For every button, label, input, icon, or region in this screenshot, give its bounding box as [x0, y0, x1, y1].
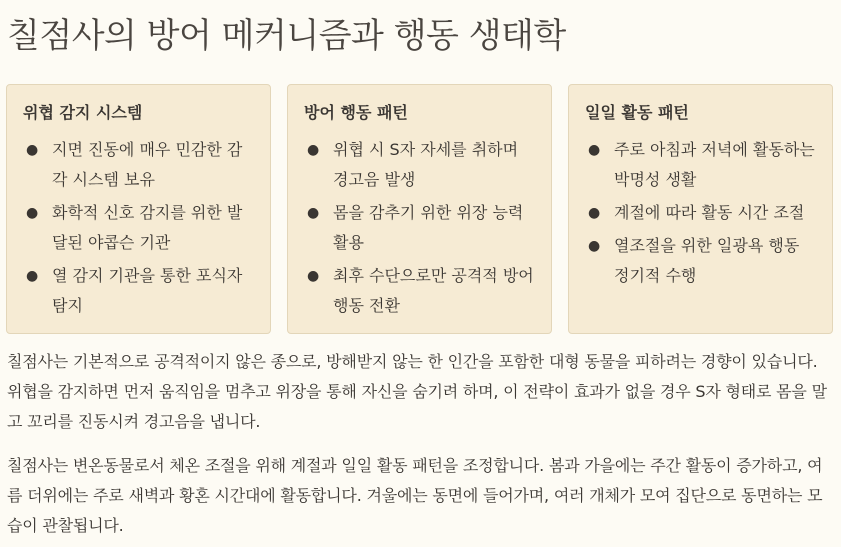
- list-item: [23, 135, 256, 195]
- list-item: [585, 135, 818, 195]
- card-list: [304, 135, 537, 321]
- card-daily-activity: [568, 84, 833, 334]
- bullet-icon: ●: [26, 205, 39, 221]
- info-cards: [6, 84, 834, 334]
- bullet-icon: ●: [588, 142, 601, 158]
- bullet-icon: ●: [307, 142, 320, 158]
- list-item-text: 몸을 감추기 위한 위장 능력 활용: [333, 203, 524, 252]
- body-paragraph-defense: 칠점사는 기본적으로 공격적이지 않은 종으로, 방해받지 않는 한 인간을 포함한 대형 동물을 피하려는 경향이 있습니다. 위협을 감지하면 먼저 움직임을 멈추고 위장을 통해 자신을 숨기려 하며, 이 전략이 효과가 없을 경우 S자 형태로 몸을 말고 꼬리를 진동시켜 경고음을 냅니다.: [7, 352, 827, 431]
- card-defense-behavior: [287, 84, 552, 334]
- list-item: [304, 261, 537, 321]
- card-threat-detection: [6, 84, 271, 334]
- card-title: 일일 활동 패턴: [585, 103, 689, 122]
- bullet-icon: ●: [588, 238, 601, 254]
- list-item-text: 계절에 따라 활동 시간 조절: [614, 203, 805, 222]
- list-item-text: 주로 아침과 저녁에 활동하는 박명성 생활: [614, 140, 815, 189]
- list-item: [304, 135, 537, 195]
- list-item-text: 지면 진동에 매우 민감한 감각 시스템 보유: [52, 140, 243, 189]
- list-item: [585, 198, 818, 228]
- bullet-icon: ●: [307, 205, 320, 221]
- list-item-text: 최후 수단으로만 공격적 방어 행동 전환: [333, 266, 534, 315]
- list-item: [23, 261, 256, 321]
- page-title: 칠점사의 방어 메커니즘과 행동 생태학: [7, 16, 566, 56]
- list-item: [23, 198, 256, 258]
- card-title: 방어 행동 패턴: [304, 103, 408, 122]
- card-title: 위협 감지 시스템: [23, 103, 143, 122]
- list-item-text: 화학적 신호 감지를 위한 발달된 야콥슨 기관: [52, 203, 243, 252]
- list-item-text: 열조절을 위한 일광욕 행동 정기적 수행: [614, 236, 800, 285]
- bullet-icon: ●: [26, 268, 39, 284]
- list-item-text: 열 감지 기관을 통한 포식자 탐지: [52, 266, 243, 315]
- card-list: [585, 135, 818, 291]
- bullet-icon: ●: [588, 205, 601, 221]
- list-item-text: 위협 시 S자 자세를 취하며 경고음 발생: [333, 140, 519, 189]
- list-item: [585, 231, 818, 291]
- bullet-icon: ●: [26, 142, 39, 158]
- bullet-icon: ●: [307, 268, 320, 284]
- card-list: [23, 135, 256, 321]
- body-paragraph-thermoregulation: 칠점사는 변온동물로서 체온 조절을 위해 계절과 일일 활동 패턴을 조정합니다. 봄과 가을에는 주간 활동이 증가하고, 여름 더위에는 주로 새벽과 황혼 시간대에 활동합니다. 겨울에는 동면에 들어가며, 여러 개체가 모여 집단으로 동면하는 모습이 관찰됩니다.: [7, 456, 823, 535]
- list-item: [304, 198, 537, 258]
